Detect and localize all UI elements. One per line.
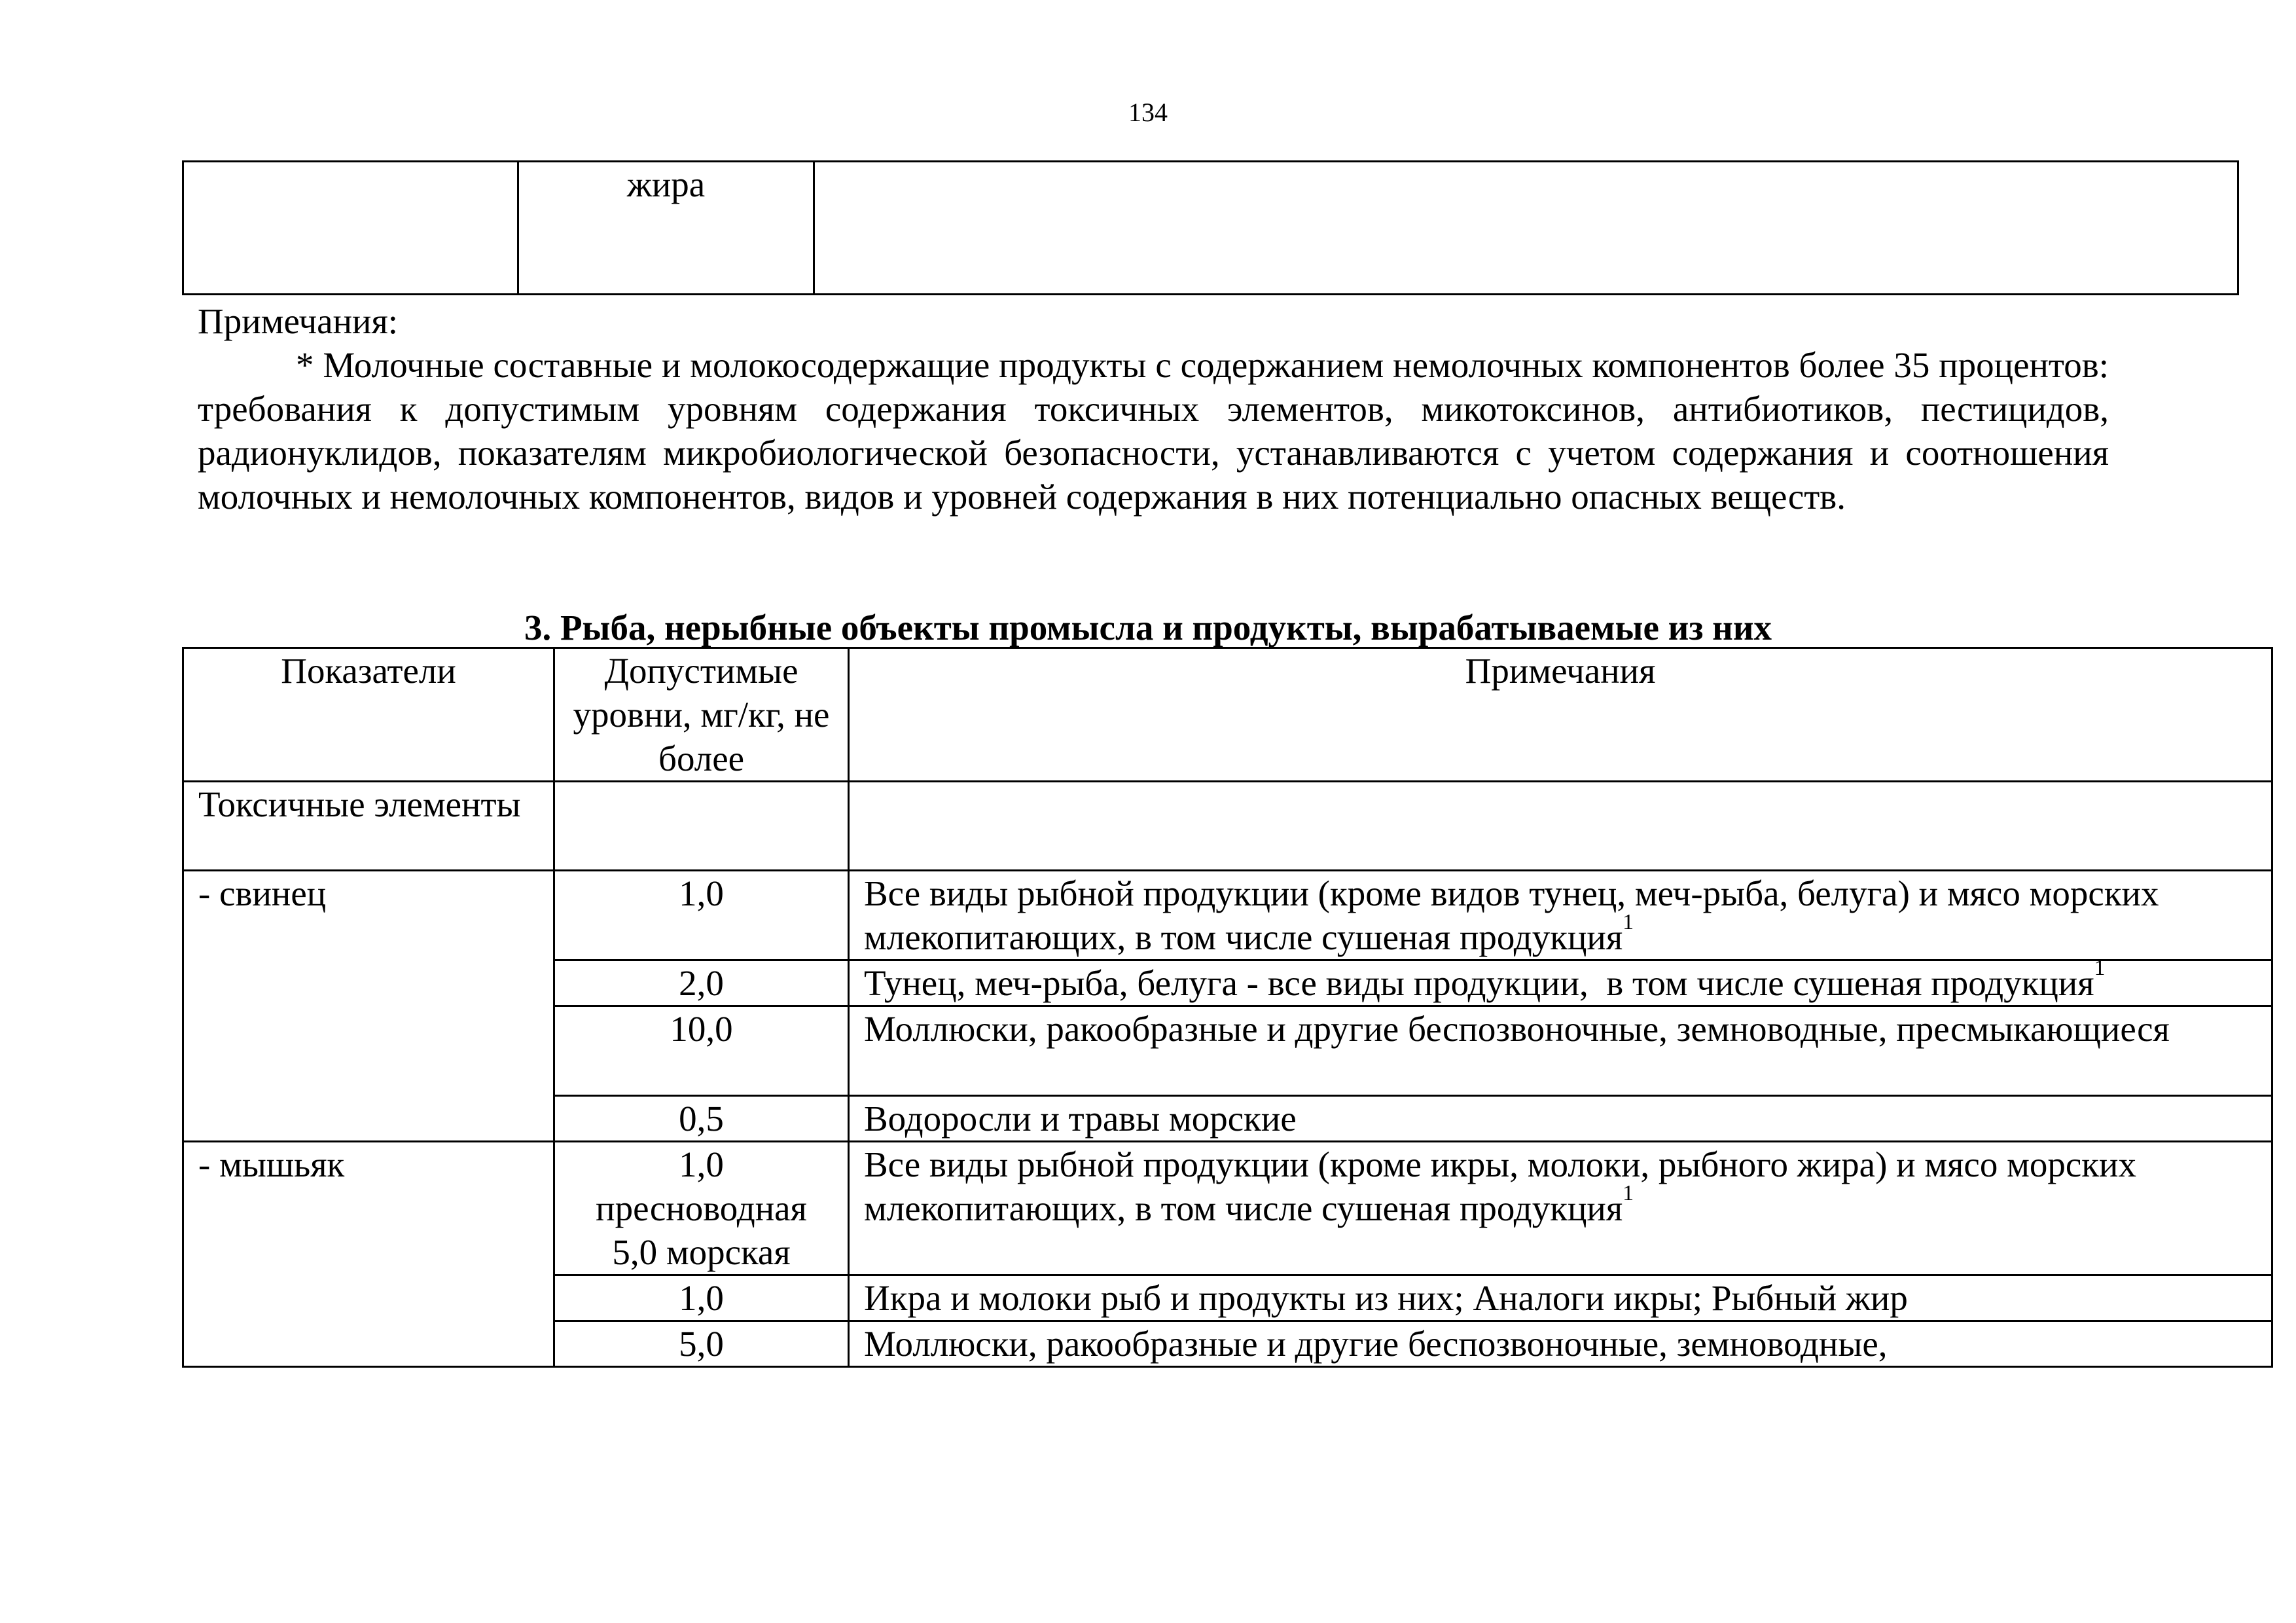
note-text: Водоросли и травы морские [864,1099,1297,1139]
header-cell-indicators: Показатели [183,648,554,782]
table-row [183,871,2272,960]
level-cell: 5,0 [554,1321,849,1367]
continuation-table [182,160,2239,295]
header-cell-notes: Примечания [849,648,2272,782]
table-row [183,782,2272,871]
note-text: Моллюски, ракообразные и другие беспозвоночные, земноводные, пресмыкающиеся [864,1009,2170,1049]
header-cell-levels: Допустимые уровни, мг/кг, не более [554,648,849,782]
note-text: Все виды рыбной продукции (кроме икры, молоки, рыбного жира) и мясо морских млекопитающих, в том числе сушеная продукция [864,1144,2136,1228]
table-cell [183,162,518,295]
footnote-mark: 1 [1623,910,1634,934]
note-cell [849,956,2272,1006]
footnote-mark: 1 [2094,956,2106,980]
table-row [183,162,2238,295]
note-text: Все виды рыбной продукции (кроме видов тунец, меч-рыба, белуга) и мясо морских млекопитающих, в том числе сушеная продукция [864,873,2159,957]
contaminants-table [182,647,2273,1368]
indicator-cell-arsenic: - мышьяк [183,1142,554,1367]
note-cell [849,1142,2272,1275]
level-cell: 2,0 [554,960,849,1006]
note-text: Икра и молоки рыб и продукты из них; Аналоги икры; Рыбный жир [864,1278,1908,1318]
page-number: 134 [1128,98,1168,127]
note-cell [849,1275,2272,1321]
table-cell [814,162,2238,295]
note-text: Моллюски, ракообразные и другие беспозвоночные, земноводные, [864,1324,1888,1364]
notes-text: * Молочные составные и молокосодержащие продукты с содержанием немолочных компонентов более 35 процентов: требования к допустимым уровням содержания токсичных элементов, микотоксинов, антибиотиков, пестицидов, радионуклидов, показателям микробиологической безопасности, устанавливаются с учетом содержания и соотношения молочных и немолочных компонентов, видов и уровней содержания в них потенциально опасных веществ. [198,345,2109,517]
level-cell: 1,0 пресноводная 5,0 морская [554,1142,849,1275]
level-cell: 10,0 [554,1006,849,1096]
note-cell [849,1006,2272,1096]
note-cell [849,1321,2272,1367]
note-cell [849,1096,2272,1142]
table-cell [849,782,2272,871]
table-header-row [183,648,2272,782]
note-text: Тунец, меч-рыба, белуга - все виды продукции, в том числе сушеная продукция [864,963,2094,1003]
table-row [183,1142,2272,1275]
footnote-mark: 1 [1623,1181,1634,1205]
level-cell: 1,0 [554,871,849,960]
level-cell: 1,0 [554,1275,849,1321]
notes-block [198,299,2109,519]
group-label-cell: Токсичные элементы [183,782,554,871]
indicator-cell-lead: - свинец [183,871,554,1142]
notes-title: Примечания: [198,301,399,341]
table-cell [554,782,849,871]
level-cell: 0,5 [554,1096,849,1142]
section-title: 3. Рыба, нерыбные объекты промысла и продукты, вырабатываемые из них [524,608,1772,647]
table-cell: жира [518,162,814,295]
note-cell [849,871,2272,960]
